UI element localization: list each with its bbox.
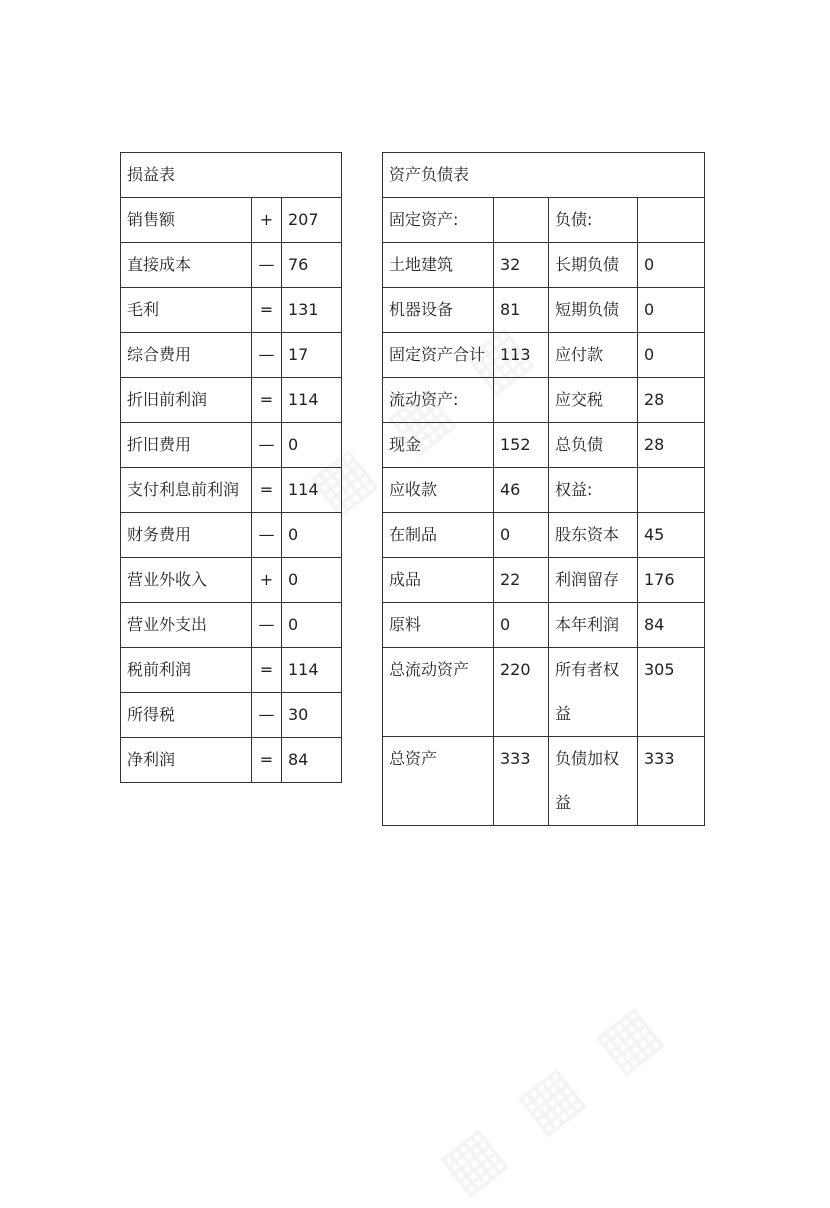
income-row-operator: —: [252, 333, 282, 378]
liability-label: 总负债: [549, 423, 638, 468]
asset-value: [494, 198, 549, 243]
asset-label: 成品: [383, 558, 494, 603]
income-row-label: 财务费用: [121, 513, 252, 558]
table-row: [383, 558, 705, 603]
asset-value: 333: [494, 737, 549, 826]
asset-label: 固定资产:: [383, 198, 494, 243]
asset-value: 0: [494, 603, 549, 648]
table-row: [121, 468, 342, 513]
income-row-value: 0: [282, 558, 342, 603]
asset-value: 220: [494, 648, 549, 737]
table-row: [383, 513, 705, 558]
income-row-label: 综合费用: [121, 333, 252, 378]
watermark: [425, 986, 680, 1208]
table-row: [383, 288, 705, 333]
liability-label: 权益:: [549, 468, 638, 513]
liability-label: 长期负债: [549, 243, 638, 288]
liability-value: 84: [638, 603, 705, 648]
balance-title-row: [383, 153, 705, 198]
income-row-value: 30: [282, 693, 342, 738]
income-row-operator: —: [252, 243, 282, 288]
income-row-label: 销售额: [121, 198, 252, 243]
income-row-operator: =: [252, 288, 282, 333]
income-row-label: 营业外收入: [121, 558, 252, 603]
liability-value: [638, 198, 705, 243]
income-statement-table: [120, 152, 342, 783]
asset-label: 土地建筑: [383, 243, 494, 288]
balance-sheet-title: 资产负债表: [383, 153, 705, 198]
income-row-operator: +: [252, 558, 282, 603]
income-row-label: 直接成本: [121, 243, 252, 288]
liability-value: 0: [638, 243, 705, 288]
asset-label: 流动资产:: [383, 378, 494, 423]
asset-label: 原料: [383, 603, 494, 648]
asset-value: 81: [494, 288, 549, 333]
income-row-operator: =: [252, 648, 282, 693]
table-row: [121, 558, 342, 603]
income-row-value: 0: [282, 423, 342, 468]
table-row: [383, 378, 705, 423]
liability-value: 28: [638, 378, 705, 423]
table-row: [383, 333, 705, 378]
income-row-operator: =: [252, 738, 282, 783]
liability-label: 负债:: [549, 198, 638, 243]
income-row-value: 131: [282, 288, 342, 333]
liability-label: 本年利润: [549, 603, 638, 648]
income-row-operator: =: [252, 378, 282, 423]
asset-value: 22: [494, 558, 549, 603]
liability-value: 333: [638, 737, 705, 826]
table-row: [383, 737, 705, 826]
liability-value: 45: [638, 513, 705, 558]
asset-value: 0: [494, 513, 549, 558]
liability-label: 应付款: [549, 333, 638, 378]
table-row: [121, 198, 342, 243]
table-row: [383, 603, 705, 648]
income-row-value: 114: [282, 648, 342, 693]
income-row-value: 84: [282, 738, 342, 783]
liability-value: 305: [638, 648, 705, 737]
asset-label: 应收款: [383, 468, 494, 513]
liability-label: 负债加权益: [549, 737, 638, 826]
income-row-label: 支付利息前利润: [121, 468, 252, 513]
income-row-value: 114: [282, 378, 342, 423]
table-row: [121, 603, 342, 648]
asset-label: 机器设备: [383, 288, 494, 333]
table-row: [121, 378, 342, 423]
table-row: [121, 693, 342, 738]
table-row: [383, 243, 705, 288]
income-row-value: 76: [282, 243, 342, 288]
income-row-label: 折旧费用: [121, 423, 252, 468]
asset-label: 固定资产合计: [383, 333, 494, 378]
liability-label: 利润留存: [549, 558, 638, 603]
income-row-operator: +: [252, 198, 282, 243]
income-row-label: 所得税: [121, 693, 252, 738]
table-row: [383, 198, 705, 243]
income-row-label: 净利润: [121, 738, 252, 783]
income-row-label: 折旧前利润: [121, 378, 252, 423]
table-row: [121, 738, 342, 783]
income-row-value: 0: [282, 603, 342, 648]
asset-value: 113: [494, 333, 549, 378]
income-row-operator: —: [252, 603, 282, 648]
income-row-value: 207: [282, 198, 342, 243]
income-row-operator: —: [252, 693, 282, 738]
liability-label: 短期负债: [549, 288, 638, 333]
table-row: [121, 243, 342, 288]
income-statement-title: 损益表: [121, 153, 342, 198]
liability-value: [638, 468, 705, 513]
asset-value: 46: [494, 468, 549, 513]
liability-label: 股东资本: [549, 513, 638, 558]
asset-value: 152: [494, 423, 549, 468]
balance-sheet-table: [382, 152, 705, 826]
income-row-label: 税前利润: [121, 648, 252, 693]
income-title-row: [121, 153, 342, 198]
liability-label: 应交税: [549, 378, 638, 423]
table-row: [121, 648, 342, 693]
income-row-operator: —: [252, 423, 282, 468]
income-row-value: 114: [282, 468, 342, 513]
table-row: [121, 333, 342, 378]
liability-value: 0: [638, 288, 705, 333]
table-row: [383, 423, 705, 468]
income-row-operator: —: [252, 513, 282, 558]
table-row: [121, 288, 342, 333]
asset-label: 总资产: [383, 737, 494, 826]
income-row-label: 营业外支出: [121, 603, 252, 648]
table-row: [383, 648, 705, 737]
asset-value: 32: [494, 243, 549, 288]
income-row-operator: =: [252, 468, 282, 513]
table-row: [383, 468, 705, 513]
asset-label: 在制品: [383, 513, 494, 558]
table-row: [121, 423, 342, 468]
asset-label: 总流动资产: [383, 648, 494, 737]
liability-value: 176: [638, 558, 705, 603]
liability-value: 0: [638, 333, 705, 378]
liability-label: 所有者权益: [549, 648, 638, 737]
income-row-value: 17: [282, 333, 342, 378]
income-row-label: 毛利: [121, 288, 252, 333]
asset-value: [494, 378, 549, 423]
income-row-value: 0: [282, 513, 342, 558]
liability-value: 28: [638, 423, 705, 468]
asset-label: 现金: [383, 423, 494, 468]
table-row: [121, 513, 342, 558]
